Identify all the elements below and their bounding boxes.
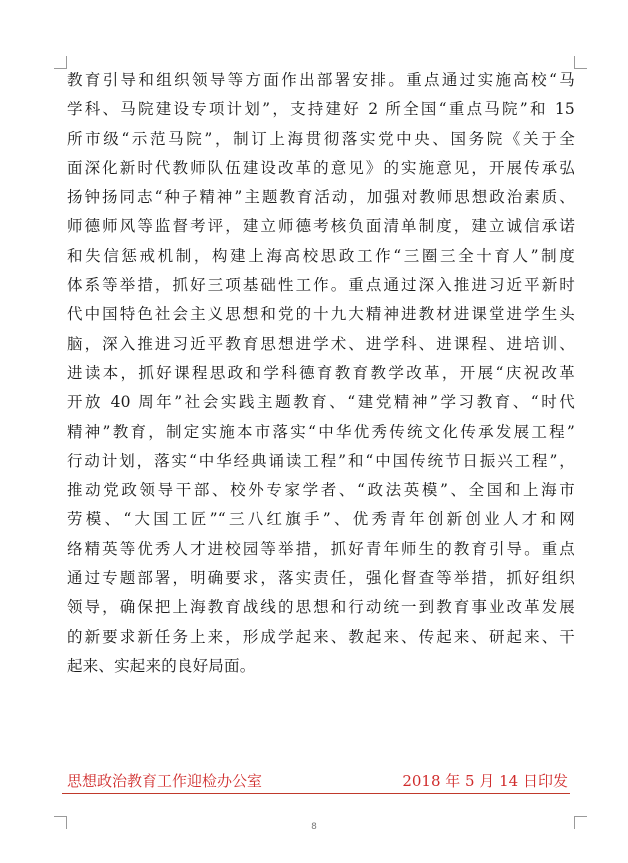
paragraph-line: 开放 40 周年”社会实践主题教育、“建党精神”学习教育、“时代 bbox=[67, 393, 575, 412]
page-number: 8 bbox=[311, 822, 317, 832]
paragraph-line: 精神”教育，制定实施本市落实“中华优秀传统文化传承发展工程” bbox=[67, 422, 575, 441]
footer-rule bbox=[62, 793, 570, 794]
paragraph-line: 扬钟扬同志“种子精神”主题教育活动，加强对教师思想政治素质、 bbox=[67, 188, 575, 207]
paragraph-line: 领导，确保把上海教育战线的思想和行动统一到教育事业改革发展 bbox=[67, 598, 575, 617]
crop-mark-top-left bbox=[54, 56, 67, 69]
paragraph-line: 所市级“示范马院”，制订上海贯彻落实党中央、国务院《关于全 bbox=[67, 129, 575, 148]
paragraph-line: 络精英等优秀人才进校园等举措，抓好青年师生的教育引导。重点 bbox=[67, 539, 575, 558]
paragraph-line: 面深化新时代教师队伍建设改革的意见》的实施意见，开展传承弘 bbox=[67, 158, 575, 177]
crop-mark-top-right bbox=[574, 56, 587, 69]
issuer-office: 思想政治教育工作迎检办公室 bbox=[67, 772, 263, 790]
paragraph-line: 体系等举措，抓好三项基础性工作。重点通过深入推进习近平新时 bbox=[67, 276, 575, 295]
paragraph-line: 进读本，抓好课程思政和学科德育教育教学改革，开展“庆祝改革 bbox=[67, 363, 575, 382]
paragraph-line: 行动计划，落实“中华经典诵读工程”和“中国传统节日振兴工程”， bbox=[67, 451, 575, 470]
paragraph-line: 劳模、“大国工匠”“三八红旗手”、优秀青年创新创业人才和网 bbox=[67, 510, 575, 529]
paragraph-line: 师德师风等监督考评，建立师德考核负面清单制度，建立诚信承诺 bbox=[67, 217, 575, 236]
paragraph-line: 代中国特色社会主义思想和党的十九大精神进教材进课堂进学生头 bbox=[67, 305, 575, 324]
paragraph-line: 学科、马院建设专项计划”，支持建好 2 所全国“重点马院”和 15 bbox=[67, 100, 575, 119]
paragraph-line: 起来、实起来的良好局面。 bbox=[67, 656, 256, 675]
paragraph-line: 推动党政领导干部、校外专家学者、“政法英模”、全国和上海市 bbox=[67, 481, 575, 500]
body-paragraph bbox=[67, 66, 575, 681]
issue-date: 2018 年 5 月 14 日印发 bbox=[402, 772, 568, 790]
paragraph-line: 脑，深入推进习近平教育思想进学术、进学科、进课程、进培训、 bbox=[67, 334, 575, 353]
paragraph-line: 教育引导和组织领导等方面作出部署安排。重点通过实施高校“马 bbox=[67, 71, 575, 89]
paragraph-line: 的新要求新任务上来，形成学起来、教起来、传起来、研起来、干 bbox=[67, 627, 575, 646]
paragraph-line: 和失信惩戒机制，构建上海高校思政工作“三圈三全十育人”制度 bbox=[67, 246, 575, 265]
paragraph-line: 通过专题部署，明确要求，落实责任，强化督查等举措，抓好组织 bbox=[67, 569, 575, 588]
